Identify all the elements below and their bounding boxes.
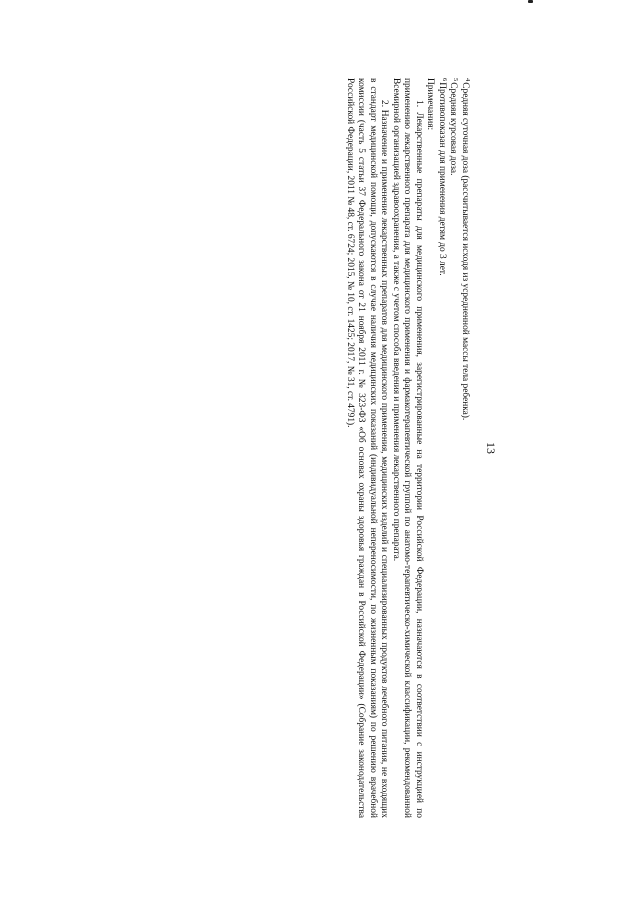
note-1: 1. Лекарственные препараты для медицинского применения, зарегистрированные на территории Российской Федерации, назначаются в соответствии с инструкцией по применению лекарственного препарата для медицинского применения и фармакотерапевтической группой по анатомо-терапевтическо-химической классификации, рекомендованной Всемирной организацией здравоохранения, а также с учетом способа введения и применения лекарственного препарата.: [391, 78, 424, 818]
footnote-4: [459, 78, 471, 818]
notes-heading: Примечания:: [425, 78, 436, 131]
footnote-5: [447, 78, 459, 818]
footnote-mark: 4: [464, 78, 471, 82]
footnote-text: Средняя курсовая доза.: [448, 82, 459, 176]
footnote-text: Средняя суточная доза (рассчитывается исходя из усредненной массы тела ребенка).: [460, 82, 470, 421]
note-2: 2. Назначение и применение лекарственных препаратов для медицинского применения, медицинских изделий и специализированных продуктов лечебного питания, не входящих в стандарт медицинской помощи, допускаются в случае наличия медицинских показаний (индивидуальной непереносимости, по жизненным показаниям) по решению врачебной комиссии (часть 5 статьи 37 Федерального закона от 21 ноября 2011 г. № 323-ФЗ «Об основах охраны здоровья граждан в Российской Федерации» (Собрание законодательства Российской Федерации, 2011 № 48, ст. 6724; 2015, № 10, ст. 1425; 2017, № 31, ст. 4791).: [345, 78, 390, 818]
rotated-text-block: [266, 78, 498, 818]
footnote-mark: 6: [441, 78, 448, 82]
footnote-6: [436, 78, 448, 818]
page-number: 13: [484, 442, 498, 454]
footnote-mark: 5: [452, 78, 460, 82]
scan-mark: [528, 0, 533, 3]
footnote-text: Противопоказан для применения детям до 3 лет.: [437, 82, 447, 276]
